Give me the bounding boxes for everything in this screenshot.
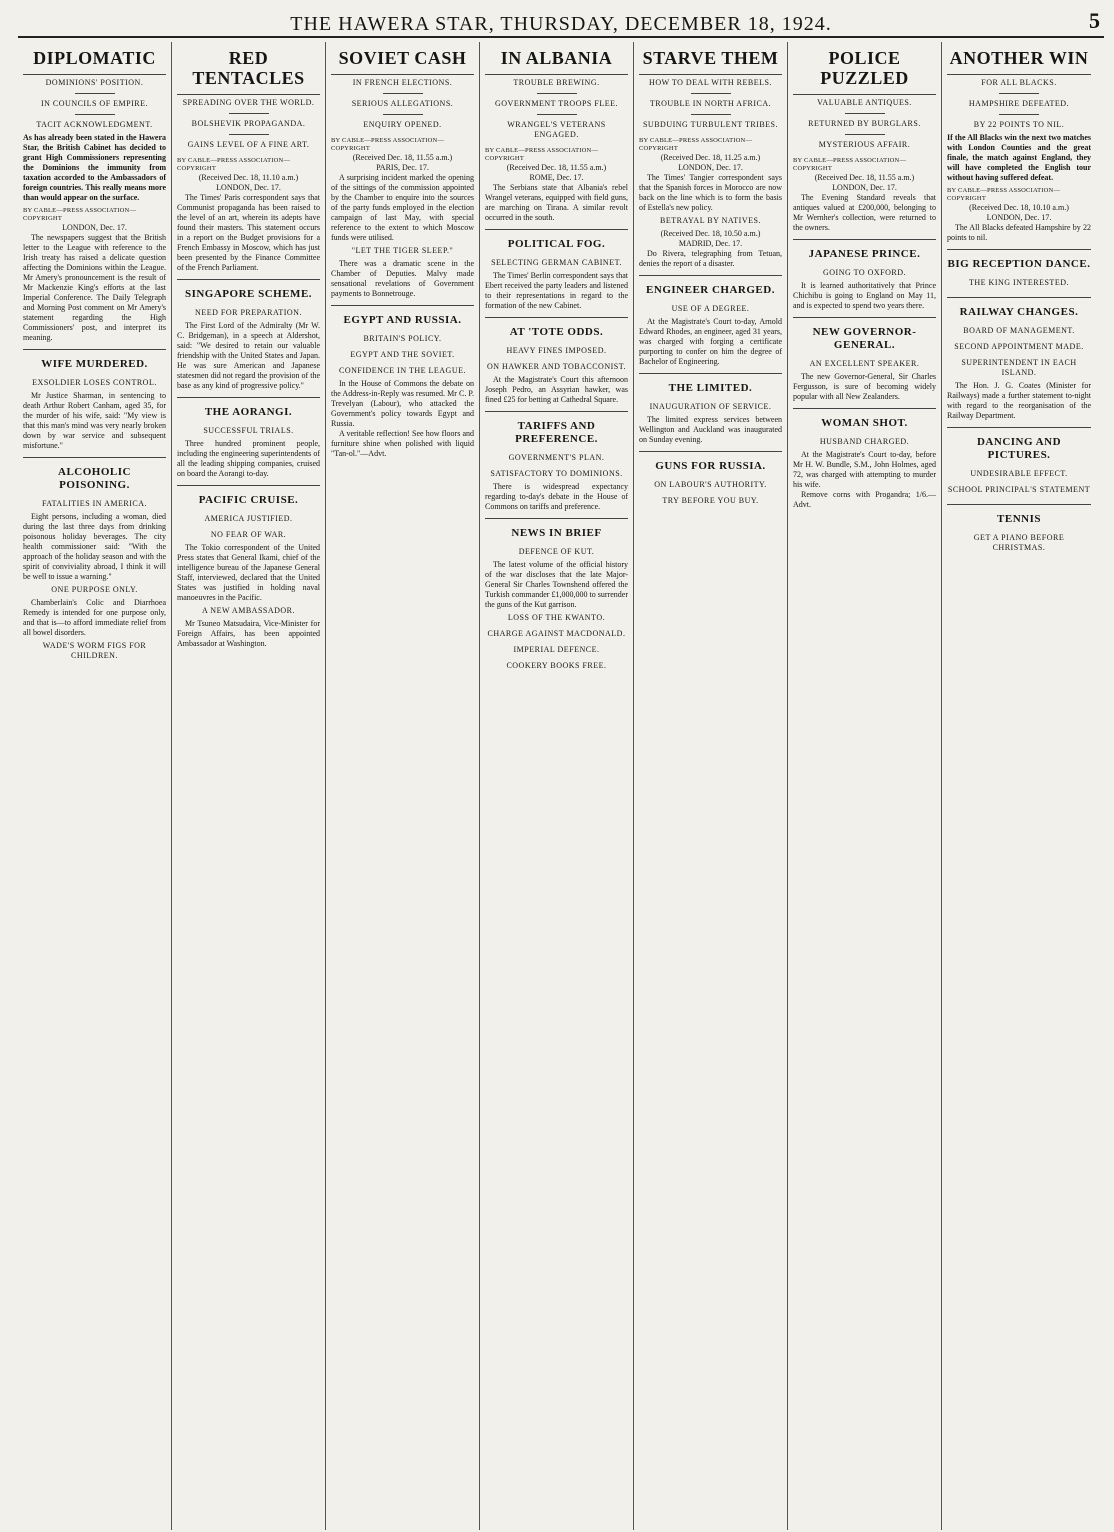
deck: THE KING INTERESTED. — [969, 278, 1069, 287]
sub-headline: BIG RECEPTION DANCE. — [947, 249, 1091, 275]
byline: BY CABLE—PRESS ASSOCIATION—COPYRIGHT — [947, 187, 1061, 202]
deck: VALUABLE ANTIQUES. — [817, 98, 912, 107]
deck: HAMPSHIRE DEFEATED. — [968, 99, 1070, 108]
deck: GOVERNMENT TROOPS FLEE. — [495, 99, 618, 108]
advert-title: GET A PIANO BEFORE CHRISTMAS. — [973, 533, 1065, 552]
deck: EGYPT AND THE SOVIET. — [350, 350, 455, 359]
deck: NEED FOR PREPARATION. — [195, 308, 302, 317]
deck: CONFIDENCE IN THE LEAGUE. — [338, 366, 466, 375]
advert-body: Remove corns with Progandra; 1/6.—Advt. — [793, 490, 936, 509]
advert-body: A veritable reflection! See how floors and furniture shine when polished with liquid "Tan-ol."—Advt. — [331, 429, 474, 458]
byline: BY CABLE—PRESS ASSOCIATION—COPYRIGHT — [23, 207, 137, 222]
deck: BY 22 POINTS TO NIL. — [973, 120, 1065, 129]
deck: LOSS OF THE KWANTO. — [507, 613, 606, 622]
article-body: Three hundred prominent people, including the engineering superintendents of all the leading shipping companies, cruised on board the Aorangi to-day. — [177, 439, 320, 478]
sub-headline: RAILWAY CHANGES. — [947, 297, 1091, 323]
sub-headline: ALCOHOLIC POISONING. — [23, 457, 166, 496]
deck: TROUBLE BREWING. — [513, 78, 600, 87]
sub-headline: DANCING AND PICTURES. — [947, 427, 1091, 466]
received-line: (Received Dec. 18, 10.10 a.m.) — [969, 203, 1069, 212]
article-body: It is learned authoritatively that Prince Chichibu is going to England on May 11, and is expected to spend two years there. — [793, 281, 936, 310]
sub-headline: AT 'TOTE ODDS. — [485, 317, 628, 343]
deck: AMERICA JUSTIFIED. — [204, 514, 293, 523]
article-body: Mr Justice Sharman, in sentencing to death Arthur Robert Canham, aged 35, for the murder of his wife, said: "My view is that this man's mind was very nearly broken down by war service and subsequent misfortune." — [23, 391, 166, 450]
deck: WRANGEL'S VETERANS ENGAGED. — [507, 120, 606, 139]
article-body: In the House of Commons the debate on the Address-in-Reply was resumed. Mr C. P. Trevelyan (Labour), who attacked the Government's policy towards Egypt and Russia. — [331, 379, 474, 428]
article-body: Eight persons, including a woman, died during the last three days from drinking poisonous holiday beverages. The city health commissioner said: "With the approach of the holiday season and with the spirit of conviviality abroad, I think it will be well to issue a warning." — [23, 512, 166, 581]
article-body: There was a dramatic scene in the Chamber of Deputies. Malvy made sensational revelations of Government payments to Bonnetrouge. — [331, 259, 474, 298]
deck: SCHOOL PRINCIPAL'S STATEMENT — [947, 485, 1091, 494]
deck: ON HAWKER AND TOBACCONIST. — [486, 362, 627, 371]
deck: GOING TO OXFORD. — [822, 268, 907, 277]
deck: AN EXCELLENT SPEAKER. — [809, 359, 920, 368]
dateline: LONDON, Dec. 17. — [62, 223, 127, 232]
deck: BETRAYAL BY NATIVES. — [660, 216, 761, 225]
deck: SERIOUS ALLEGATIONS. — [351, 99, 454, 108]
deck: HEAVY FINES IMPOSED. — [506, 346, 607, 355]
article-body: The Hon. J. G. Coates (Minister for Railways) made a further statement to-night with regard to the reorganisation of the Railway Department. — [947, 381, 1091, 420]
dateline: LONDON, Dec. 17. — [832, 183, 897, 192]
byline: BY CABLE—PRESS ASSOCIATION—COPYRIGHT — [485, 147, 599, 162]
article-body: The latest volume of the official history of the war discloses that the late Major-General Sir Charles Townshend offered the Turkish commander £1,000,000 to surrender the guns of the Kut garrison. — [485, 560, 628, 609]
intro-paragraph: If the All Blacks win the next two matches with London Counties and the great finale, the match against England, they will have completed the English tour without having suffered defeat. — [947, 133, 1091, 182]
dateline: ROME, Dec. 17. — [529, 173, 584, 182]
sub-headline: NEW GOVERNOR-GENERAL. — [793, 317, 936, 356]
headline: SOVIET CASH — [331, 42, 474, 75]
advert-title: TRY BEFORE YOU BUY. — [662, 496, 759, 505]
headline: ANOTHER WIN — [947, 42, 1091, 75]
deck: IN FRENCH ELECTIONS. — [352, 78, 453, 87]
advert-title: ONE PURPOSE ONLY. — [51, 585, 138, 594]
sub-headline: EGYPT AND RUSSIA. — [331, 305, 474, 331]
deck: SUPERINTENDENT IN EACH ISLAND. — [961, 358, 1077, 377]
deck: ON LABOUR'S AUTHORITY. — [654, 480, 767, 489]
sub-headline: NEWS IN BRIEF — [485, 518, 628, 544]
article-body: The Serbians state that Albania's rebel Wrangel veterans, equipped with field guns, are marching on Tirana. A similar revolt occurred in the south. — [485, 183, 628, 222]
deck: SATISFACTORY TO DOMINIONS. — [490, 469, 623, 478]
headline: STARVE THEM — [639, 42, 782, 75]
deck: HUSBAND CHARGED. — [819, 437, 910, 446]
headline: DIPLOMATIC — [23, 42, 166, 75]
sub-headline: THE AORANGI. — [177, 397, 320, 423]
article-body: Do Rivera, telegraphing from Tetuan, denies the report of a disaster. — [639, 249, 782, 268]
received-line: (Received Dec. 18, 11.25 a.m.) — [660, 153, 761, 162]
dateline: LONDON, Dec. 17. — [678, 163, 743, 172]
article-body: The Times' Tangier correspondent says that the Spanish forces in Morocco are now back on the line which is to form the basis of Estella's new policy. — [639, 173, 782, 212]
article-body: Mr Tsuneo Matsudaira, Vice-Minister for Foreign Affairs, has been appointed Ambassador at Washington. — [177, 619, 320, 648]
article-body: At the Magistrate's Court this afternoon Joseph Pedro, an Assyrian hawker, was fined £25 for betting at Cathedral Square. — [485, 375, 628, 404]
byline: BY CABLE—PRESS ASSOCIATION—COPYRIGHT — [177, 157, 291, 172]
sub-headline: WOMAN SHOT. — [793, 408, 936, 434]
deck: BOARD OF MANAGEMENT. — [963, 326, 1075, 335]
received-line: (Received Dec. 18, 11.10 a.m.) — [198, 173, 299, 182]
deck: IMPERIAL DEFENCE. — [513, 645, 600, 654]
deck: RETURNED BY BURGLARS. — [808, 119, 921, 128]
page-number: 5 — [1089, 8, 1100, 33]
dateline: LONDON, Dec. 17. — [216, 183, 281, 192]
advert-title: COOKERY BOOKS FREE. — [506, 661, 607, 670]
sub-headline: WIFE MURDERED. — [23, 349, 166, 375]
intro-paragraph: As has already been stated in the Hawera Star, the British Cabinet has decided to grant High Commissioners representing the Dominions the immunity from taxation accorded to the Ambassadors of foreign countries. This really means more than would appear on the surface. — [23, 133, 166, 202]
byline: BY CABLE—PRESS ASSOCIATION—COPYRIGHT — [793, 157, 907, 172]
byline: BY CABLE—PRESS ASSOCIATION—COPYRIGHT — [331, 137, 445, 152]
deck: ENQUIRY OPENED. — [363, 120, 442, 129]
sub-headline: TENNIS — [947, 504, 1091, 530]
column-soviet-cash — [326, 42, 480, 1530]
article-body: The new Governor-General, Sir Charles Fergusson, is sure of becoming widely popular with all New Zealanders. — [793, 372, 936, 401]
article-body: The Times' Paris correspondent says that Communist propaganda has been raised to the level of an art, wherein its adepts have found their masters. This statement occurs in a report on the Budget provisions for a French Embassy in Moscow, which has just been presented by the Finance Committee of the French Parliament. — [177, 193, 320, 272]
deck: NO FEAR OF WAR. — [210, 530, 287, 539]
article-body: A surprising incident marked the opening of the sittings of the commission appointed by the Chamber to enquire into the sources of the party funds employed in the election campaign of last May, with special reference to the extent to which Moscow funds were utilised. — [331, 173, 474, 242]
deck: DEFENCE OF KUT. — [518, 547, 595, 556]
received-line: (Received Dec. 18, 11.55 a.m.) — [506, 163, 607, 172]
article-body: The Times' Berlin correspondent says that Ebert received the party leaders and listened to their representations in regard to the formation of the new Cabinet. — [485, 271, 628, 310]
columns — [18, 42, 1104, 1530]
article-body: At the Magistrate's Court to-day, before Mr H. W. Bundle, S.M., John Holmes, aged 72, was charged with attempting to murder his wife. — [793, 450, 936, 489]
dateline: LONDON, Dec. 17. — [986, 213, 1052, 222]
masthead-title: THE HAWERA STAR, THURSDAY, DECEMBER 18, 1924. — [290, 13, 832, 35]
deck: EXSOLDIER LOSES CONTROL. — [32, 378, 157, 387]
deck: USE OF A DEGREE. — [671, 304, 750, 313]
article-body: The Evening Standard reveals that antiques valued at £200,000, belonging to Mr Wernher's collection, were returned to the owners. — [793, 193, 936, 232]
deck: UNDESIRABLE EFFECT. — [970, 469, 1068, 478]
deck: FOR ALL BLACKS. — [981, 78, 1057, 87]
deck: GOVERNMENT'S PLAN. — [508, 453, 605, 462]
headline: IN ALBANIA — [485, 42, 628, 75]
article-body: The First Lord of the Admiralty (Mr W. C. Bridgeman), in a speech at Aldershot, said: "We desired to retain our valuable friendship with the United States and Japan. He was sure American and Japanese statesmen did not regard the provision of the base as any kind of progressive policy." — [177, 321, 320, 390]
deck: SECOND APPOINTMENT MADE. — [954, 342, 1084, 351]
sub-headline: POLITICAL FOG. — [485, 229, 628, 255]
article-body: The limited express services between Wellington and Auckland was inaugurated on Sunday evening. — [639, 415, 782, 444]
deck: HOW TO DEAL WITH REBELS. — [649, 78, 772, 87]
dateline: MADRID, Dec. 17. — [678, 239, 743, 248]
received-line: (Received Dec. 18, 11.55 a.m.) — [814, 173, 915, 182]
headline: POLICE PUZZLED — [793, 42, 936, 95]
sub-headline: PACIFIC CRUISE. — [177, 485, 320, 511]
headline: RED TENTACLES — [177, 42, 320, 95]
column-diplomatic — [18, 42, 172, 1530]
received-line: (Received Dec. 18, 10.50 a.m.) — [660, 229, 761, 238]
column-police-puzzled — [788, 42, 942, 1530]
deck: SPREADING OVER THE WORLD. — [182, 98, 315, 107]
column-in-albania — [480, 42, 634, 1530]
deck: SUBDUING TURBULENT TRIBES. — [642, 120, 778, 129]
sub-headline: JAPANESE PRINCE. — [793, 239, 936, 265]
column-another-win — [942, 42, 1096, 1530]
deck: BOLSHEVIK PROPAGANDA. — [191, 119, 306, 128]
deck: A NEW AMBASSADOR. — [201, 606, 296, 615]
article-body: The Tokio correspondent of the United Press states that General Ikami, chief of the intelligence bureau of the Japanese General Staff, interviewed, declared that the United States was justified in holding naval manoeuvres in the Pacific. — [177, 543, 320, 602]
deck: SELECTING GERMAN CABINET. — [491, 258, 622, 267]
deck: "LET THE TIGER SLEEP." — [351, 246, 454, 255]
deck: BRITAIN'S POLICY. — [363, 334, 442, 343]
article-body: At the Magistrate's Court to-day, Arnold Edward Rhodes, an engineer, aged 31 years, was charged with forging a certificate purporting to confer on him the degree of Bachelor of Engineering. — [639, 317, 782, 366]
deck: CHARGE AGAINST MACDONALD. — [487, 629, 626, 638]
advert-body: Chamberlain's Colic and Diarrhoea Remedy is intended for one purpose only, and that is—to afford immediate relief from all bowel disorders. — [23, 598, 166, 637]
masthead — [18, 6, 1104, 38]
received-line: (Received Dec. 18, 11.55 a.m.) — [352, 153, 453, 162]
deck: INAUGURATION OF SERVICE. — [649, 402, 772, 411]
byline: BY CABLE—PRESS ASSOCIATION—COPYRIGHT — [639, 137, 753, 152]
sub-headline: TARIFFS AND PREFERENCE. — [485, 411, 628, 450]
article-body: There is widespread expectancy regarding to-day's debate in the House of Commons on tariffs and preference. — [485, 482, 628, 511]
sub-headline: THE LIMITED. — [639, 373, 782, 399]
column-starve-them — [634, 42, 788, 1530]
article-body: The All Blacks defeated Hampshire by 22 points to nil. — [947, 223, 1091, 242]
deck: GAINS LEVEL OF A FINE ART. — [187, 140, 310, 149]
deck: IN COUNCILS OF EMPIRE. — [40, 99, 148, 108]
deck: FATALITIES IN AMERICA. — [41, 499, 148, 508]
sub-headline: GUNS FOR RUSSIA. — [639, 451, 782, 477]
dateline: PARIS, Dec. 17. — [376, 163, 429, 172]
deck: MYSTERIOUS AFFAIR. — [818, 140, 911, 149]
deck: DOMINIONS' POSITION. — [45, 78, 144, 87]
deck: SUCCESSFUL TRIALS. — [203, 426, 294, 435]
sub-headline: ENGINEER CHARGED. — [639, 275, 782, 301]
advert-title: WADE'S WORM FIGS FOR CHILDREN. — [42, 641, 147, 660]
article-body: The newspapers suggest that the British letter to the League with reference to the Irish treaty has raised a delicate question affecting the Dominions within the League. Mr Amery's pronouncement is the result of Mr Mackenzie King's efforts at the last Imperial Conference. The Daily Telegraph and Morning Post comment on Mr Amery's statement regarding the High Commissioners' post, and interpret its meaning. — [23, 233, 166, 342]
deck: TROUBLE IN NORTH AFRICA. — [649, 99, 772, 108]
column-red-tentacles — [172, 42, 326, 1530]
sub-headline: SINGAPORE SCHEME. — [177, 279, 320, 305]
deck: TACIT ACKNOWLEDGMENT. — [36, 120, 153, 129]
